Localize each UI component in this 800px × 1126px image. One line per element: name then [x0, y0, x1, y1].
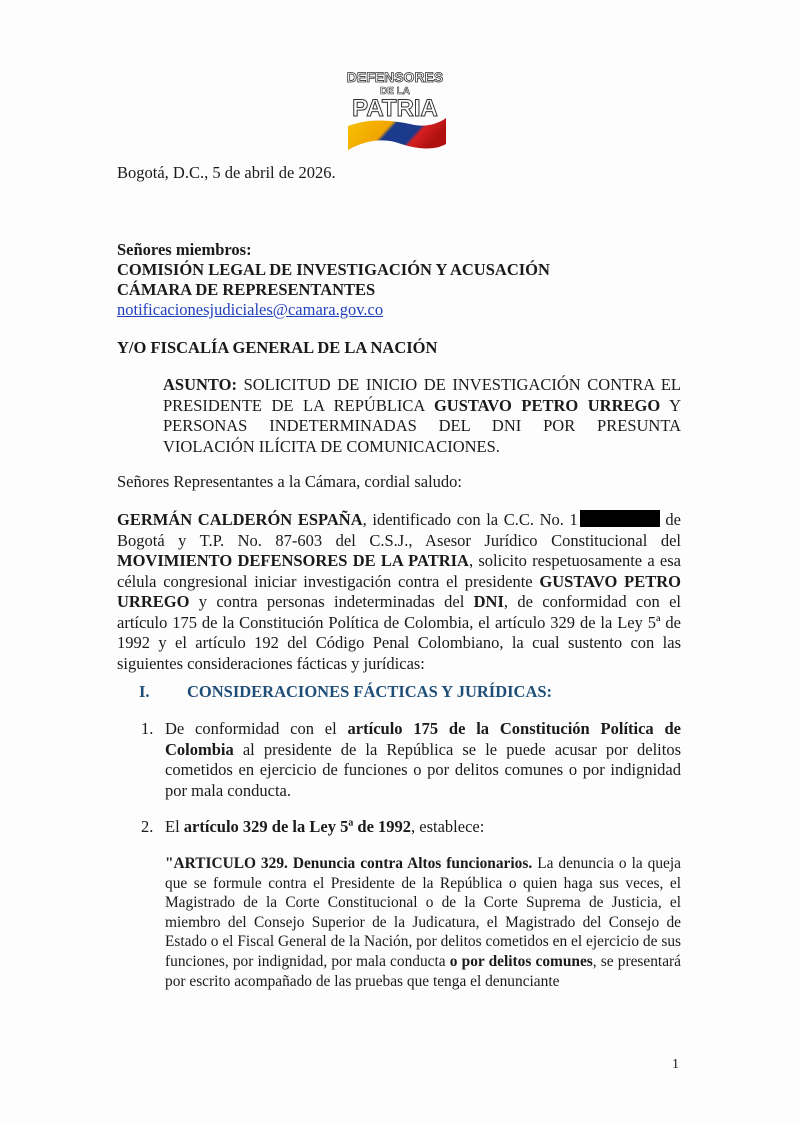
item-2-bold: artículo 329 de la Ley 5ª de 1992: [183, 817, 412, 836]
item-1-text-2: al presidente de la República se le puede acusar por delitos cometidos en ejercicio de funciones o por delitos comunes o por indignidad por mala conducta.: [165, 739, 682, 800]
body-paragraph: [117, 510, 681, 674]
subject-president-name: GUSTAVO PETRO URREGO: [433, 395, 661, 415]
defensores-de-la-patria-logo: [340, 68, 450, 154]
subject-text-2: Y PERSONAS INDETERMINADAS DEL DNI POR PRESUNTA VIOLACIÓN ILÍCITA DE COMUNICACIONES.: [163, 395, 681, 456]
recipient-chamber: CÁMARA DE REPRESENTANTES: [117, 280, 376, 299]
quote-text-2: , se presentará por escrito acompañado de las pruebas que tenga el denunciante: [165, 952, 681, 990]
item-1-text-1: De conformidad con el: [165, 719, 337, 738]
logo-line-1: DEFENSORES: [346, 69, 444, 85]
body-text-5: , de conformidad con el artículo 175 de la Constitución Política de Colombia, el artículo 329 de la Ley 5ª de 1992 y el artículo 192 del Código Penal Colombiano, la cual sustento con las siguientes consideraciones fácticas y jurídicas:: [117, 592, 682, 673]
section-number: I.: [139, 682, 150, 701]
quote-bold-2: o por delitos comunes: [449, 952, 593, 970]
president-name: GUSTAVO PETRO URREGO: [117, 571, 681, 611]
salutation: Señores Representantes a la Cámara, cordial saludo:: [117, 472, 463, 491]
item-1-text: [165, 719, 681, 801]
dni-acronym: DNI: [473, 592, 504, 611]
subject-label: ASUNTO:: [163, 375, 237, 394]
item-2-text-2: , establece:: [411, 817, 485, 836]
date-line: Bogotá, D.C., 5 de abril de 2026.: [117, 163, 336, 182]
article-329-quote: [165, 854, 681, 991]
item-1-number: 1.: [141, 719, 154, 738]
body-text-1: , identificado con la C.C. No.: [362, 510, 564, 529]
subject-block: [163, 375, 681, 457]
quote-title: "ARTICULO 329. Denuncia contra Altos funcionarios.: [165, 855, 533, 872]
logo-line-2: DE LA: [380, 86, 410, 97]
recipients-greeting: Señores miembros:: [117, 240, 252, 259]
requester-name: GERMÁN CALDERÓN ESPAÑA: [117, 510, 363, 529]
recipient-commission: COMISIÓN LEGAL DE INVESTIGACIÓN Y ACUSACIÓN: [117, 260, 550, 279]
body-text-2: de Bogotá y T.P. No. 87-603 del C.S.J., Asesor Jurídico Constitucional del: [117, 510, 681, 550]
section-title: CONSIDERACIONES FÁCTICAS Y JURÍDICAS:: [187, 682, 553, 701]
redacted-id-number: [580, 510, 660, 527]
body-text-3: , solicito respetuosamente a esa célula congresional iniciar investigación contra el presidente: [117, 551, 681, 591]
item-1-bold: artículo 175 de la Constitución Política de Colombia: [165, 719, 681, 759]
recipient-fiscalia: Y/O FISCALÍA GENERAL DE LA NACIÓN: [117, 338, 438, 357]
item-2-text: [165, 817, 484, 838]
logo-line-3: PATRIA: [352, 95, 438, 122]
recipient-email-link[interactable]: notificacionesjudiciales@camara.gov.co: [117, 300, 384, 319]
id-number-prefix: 1: [569, 510, 578, 529]
subject-text-1: SOLICITUD DE INICIO DE INVESTIGACIÓN CONTRA EL PRESIDENTE DE LA REPÚBLICA: [163, 375, 681, 415]
body-text-4: y contra personas indeterminadas del: [198, 592, 465, 611]
item-2-number: 2.: [141, 817, 154, 836]
page-number: 1: [672, 1057, 679, 1072]
movement-name: MOVIMIENTO DEFENSORES DE LA PATRIA: [117, 551, 469, 570]
item-2-text-1: El: [165, 817, 180, 836]
quote-text-1: La denuncia o la queja que se formule contra el Presidente de la República o quien haga sus veces, el Magistrado de la Corte Constitucional o de la Corte Suprema de Justicia, el miembro del Consejo Superior de la Judicatura, el Magistrado del Consejo de Estado o el Fiscal General de la Nación, por delitos cometidos en el ejercicio de sus funciones, por indignidad, por mala conducta: [165, 855, 681, 970]
